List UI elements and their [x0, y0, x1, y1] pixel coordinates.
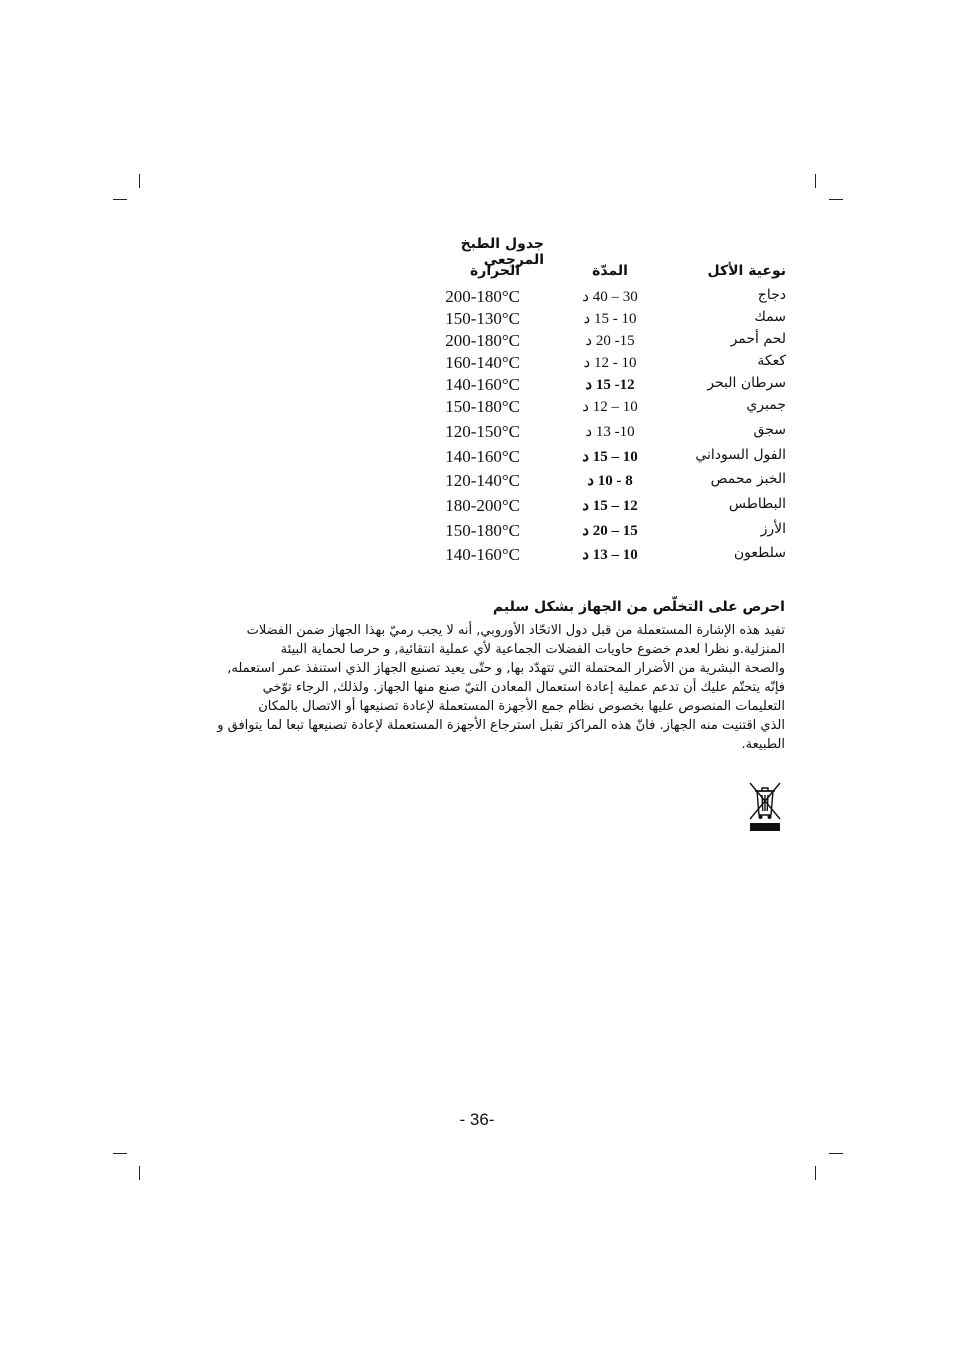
temp-cell: 120-150°C — [445, 422, 520, 441]
header-food: نوعية الأكل — [707, 263, 786, 279]
time-cell: 10 - 12 د — [583, 355, 637, 371]
crop-mark — [139, 1166, 140, 1180]
time-cell: 12- 15 د — [585, 377, 635, 393]
table-row — [420, 422, 786, 445]
time-cell: 30 – 40 د — [582, 289, 638, 305]
temp-cell: 150-130°C — [445, 309, 520, 328]
temp-cell: 200-180°C — [445, 287, 520, 306]
crop-mark — [829, 1153, 843, 1154]
food-cell: سجق — [753, 422, 786, 438]
paragraph-line: الطبيعة. — [741, 737, 785, 752]
food-cell: لحم أحمر — [730, 331, 786, 347]
table-row — [420, 375, 786, 398]
food-cell: سلطعون — [733, 545, 786, 561]
crop-mark — [815, 174, 816, 188]
food-cell: سمك — [754, 309, 786, 325]
time-cell: 10 - 15 د — [583, 311, 637, 327]
food-cell: الأرز — [760, 521, 786, 537]
temp-cell: 180-200°C — [445, 496, 520, 515]
temp-cell: 120-140°C — [445, 471, 520, 490]
table-row — [420, 521, 786, 544]
paragraph-line: تفيد هذه الإشارة المستعملة من قبل دول الاتحّاد الأوروبي, أنه لا يجب رميّ بهذا الجهاز ضمن الفضلات — [246, 623, 785, 638]
temp-cell: 200-180°C — [445, 331, 520, 350]
food-cell: البطاطس — [728, 496, 786, 512]
crop-mark — [139, 174, 140, 188]
time-cell: 10 – 13 د — [582, 547, 638, 563]
temp-cell: 140-160°C — [445, 447, 520, 466]
paragraph-line: التعليمات المنصوص عليها بخصوص نظام جمع الأجهزة المستعملة لإعادة تصنيعها أو الاتصال بالمكان — [258, 699, 785, 714]
time-cell: 10 – 12 د — [582, 399, 638, 415]
food-cell: كعكة — [757, 353, 786, 369]
header-temp: الحرارة — [470, 263, 520, 279]
food-cell: جمبري — [746, 397, 786, 413]
table-row — [420, 353, 786, 376]
paragraph-line: المنزلية.و نظرا لعدم خضوع حاويات الفضلات الجماعية لأي عملية انتقائية, و حرصا لحماية البيئة — [280, 642, 785, 657]
paragraph-line: الذي اقتنيت منه الجهاز. فانّ هذه المراكز تقبل استرجاع الأجهزة المستعملة لإعادة تصنيعها تبعا لما يتوافق و — [217, 718, 785, 733]
time-cell: 8 - 10 د — [587, 473, 633, 489]
weee-crossed-bin-icon — [748, 781, 782, 833]
table-row — [420, 496, 786, 519]
table-row — [420, 471, 786, 494]
table-row — [420, 287, 786, 310]
time-cell: 15- 20 د — [585, 333, 635, 349]
table-row — [420, 397, 786, 420]
crop-mark — [113, 199, 127, 200]
table-row — [420, 545, 786, 568]
food-cell: دجاج — [757, 287, 786, 303]
page-number: - 36- — [459, 1110, 495, 1129]
crop-mark — [113, 1153, 127, 1154]
header-time: المدّة — [592, 263, 628, 279]
temp-cell: 150-180°C — [445, 397, 520, 416]
food-cell: الخبز محمص — [710, 471, 786, 487]
disposal-paragraph — [170, 621, 785, 754]
crop-mark — [829, 199, 843, 200]
temp-cell: 140-160°C — [445, 545, 520, 564]
paragraph-line: والصحة البشرية من الأضرار المحتملة التي تتهدّد بها, و حتّى يعيد تصنيع الجهاز الذي استنفذ عمر استعمله, — [227, 661, 785, 676]
temp-cell: 150-180°C — [445, 521, 520, 540]
table-row — [420, 447, 786, 470]
crop-mark — [815, 1166, 816, 1180]
table-title: جدول الطبخ المرجعي — [460, 236, 544, 268]
time-cell: 15 – 20 د — [582, 523, 638, 539]
table-row — [420, 309, 786, 332]
temp-cell: 160-140°C — [445, 353, 520, 372]
paragraph-line: فإنّه يتحتّم عليك أن تدعم عملية إعادة استعمال المعادن التيّ صنع منها الجهاز. ولذلك, الرجاء توّخي — [262, 680, 785, 695]
food-cell: الفول السوداني — [695, 447, 786, 463]
time-cell: 10- 13 د — [585, 424, 635, 440]
temp-cell: 140-160°C — [445, 375, 520, 394]
time-cell: 10 – 15 د — [582, 449, 638, 465]
time-cell: 12 – 15 د — [582, 498, 638, 514]
table-row — [420, 331, 786, 354]
disposal-heading: احرص على التخلّص من الجهاز بشكل سليم — [492, 599, 785, 615]
food-cell: سرطان البحر — [707, 375, 786, 391]
